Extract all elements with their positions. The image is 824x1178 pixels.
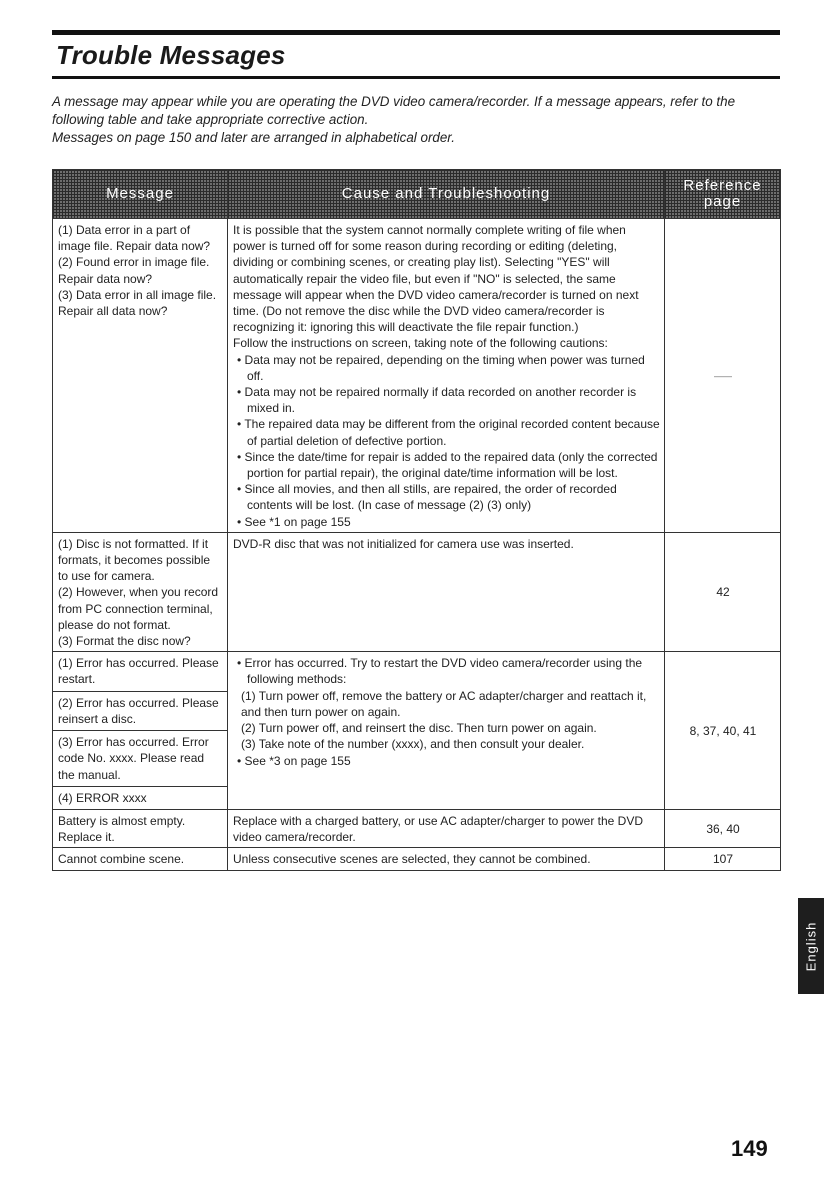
intro-text [52,93,782,147]
language-side-tab [798,898,824,994]
cause-text: It is possible that the system cannot normally complete writing of file when power is turned off for some reason during recording or editing (deleting, dividing or combining scenes, or creating play list). Selecting "YES" will automatically repair the video file, but even if "NO" is selected, the same message will appear when the DVD video camera/recorder is turned on next time. (Do not remove the disc while the DVD video camera/recorder is recognizing it: ignoring this will deactivate the file repair function.) [233,223,639,335]
cause-cell [228,219,665,533]
message-line: (3) Error has occurred. Error code No. xxxx. Please read the manual. [53,730,227,783]
cause-cell: DVD-R disc that was not initialized for camera use was inserted. [228,532,665,651]
cause-bullet: • Since the date/time for repair is added to the repaired data (only the corrected portion for partial repair), the original date/time information will be lost. [237,449,658,481]
message-cell [53,219,228,533]
message-cell: Battery is almost empty. Replace it. [53,809,228,847]
page-title: Trouble Messages [56,40,286,70]
message-cell [53,652,228,810]
message-line: (2) Error has occurred. Please reinsert a disc. [53,691,227,727]
cause-bullet: • See *1 on page 155 [237,514,351,529]
intro-paragraph: Messages on page 150 and later are arranged in alphabetical order. [52,130,455,145]
message-line: (1) Data error in a part of image file. Repair data now? [58,223,211,254]
message-line: (3) Format the disc now? [58,634,191,649]
header-reference: Reference page [665,170,781,219]
cause-step: (1) Turn power off, remove the battery or AC adapter/charger and reattach it, and then turn power on again. [241,688,647,719]
message-cell: Cannot combine scene. [53,848,228,870]
page-number: 149 [731,1136,768,1161]
cause-cell [228,652,665,810]
table-row [53,809,781,847]
message-line: (1) Disc is not formatted. If it formats, it becomes possible to use for camera. [58,536,211,584]
reference-cell [665,219,781,533]
message-line: (3) Data error in all image file. Repair all data now? [58,287,217,319]
cause-bullet: • Data may not be repaired, depending on the timing when power was turned off. [237,352,645,383]
cause-bullet: • Data may not be repaired normally if data recorded on another recorder is mixed in. [237,385,637,416]
table-row [53,532,781,651]
cause-follow: Follow the instructions on screen, taking note of the following cautions: [233,336,608,351]
message-line: (2) However, when you record from PC connection terminal, please do not format. [58,585,219,632]
cause-step: (2) Turn power off, and reinsert the disc. Then turn power on again. [241,721,597,736]
table-row [53,652,781,810]
reference-dash: —— [714,371,732,382]
cause-bullet: • The repaired data may be different from the original recorded content because of partial deletion of defective portion. [237,417,660,448]
reference-cell: 107 [665,848,781,870]
cause-step: (3) Take note of the number (xxxx), and then consult your dealer. [241,737,585,752]
reference-cell: 36, 40 [665,809,781,847]
cause-cell: Unless consecutive scenes are selected, they cannot be combined. [228,848,665,870]
header-cause: Cause and Troubleshooting [228,170,665,219]
table-row [53,848,781,870]
reference-cell: 42 [665,532,781,651]
cause-bullet: • Error has occurred. Try to restart the DVD video camera/recorder using the following methods: [237,656,643,687]
message-line: (2) Found error in image file. Repair data now? [58,255,210,286]
message-cell [53,532,228,651]
cause-bullet: • See *3 on page 155 [237,753,351,768]
side-tab-label: English [803,921,819,971]
reference-cell: 8, 37, 40, 41 [665,652,781,810]
trouble-messages-table [52,169,781,871]
top-rule [52,30,780,35]
cause-cell: Replace with a charged battery, or use AC adapter/charger to power the DVD video camera/recorder. [228,809,665,847]
header-message: Message [53,170,228,219]
table-header-row [53,170,781,219]
title-underline [52,76,780,79]
message-line: (1) Error has occurred. Please restart. [58,656,219,687]
message-line: (4) ERROR xxxx [53,786,227,806]
table-row [53,219,781,533]
intro-paragraph: A message may appear while you are operating the DVD video camera/recorder. If a message appears, refer to the following table and take appropriate corrective action. [52,94,736,127]
cause-bullet: • Since all movies, and then all stills, are repaired, the order of recorded contents will be lost. (In case of message (2) (3) only) [237,482,617,513]
